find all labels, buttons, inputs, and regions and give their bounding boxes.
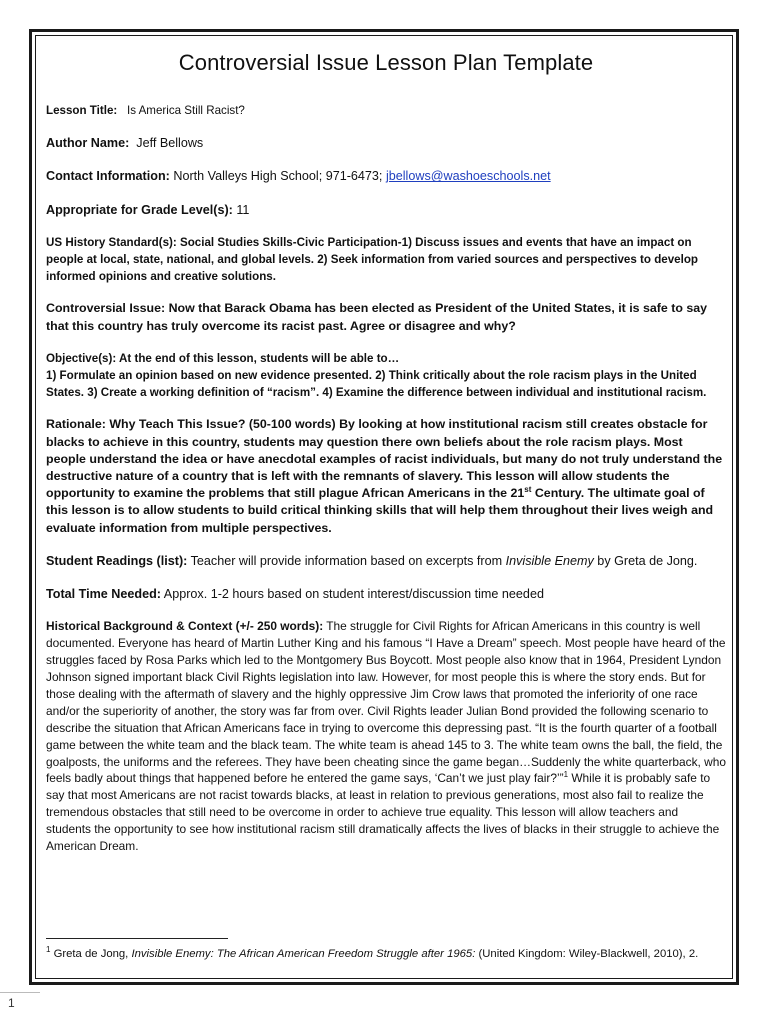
lesson-title-line: [46, 102, 726, 119]
footnote-rest: (United Kingdom: Wiley-Blackwell, 2010), 2.: [475, 948, 699, 960]
footnote-separator: [46, 938, 228, 939]
rationale-paragraph: [46, 416, 726, 536]
document-body: [46, 50, 726, 855]
background-paragraph: [46, 618, 726, 855]
lesson-title-value: Is America Still Racist?: [126, 104, 245, 117]
contact-line: [46, 168, 726, 185]
rationale-superscript: st: [524, 485, 532, 495]
footnote-reference: 1: [563, 770, 569, 780]
grade-value: 11: [236, 202, 250, 217]
email-link[interactable]: jbellows@washoeschools.net: [385, 169, 551, 184]
page-number-rule: [0, 992, 40, 993]
author-value: Jeff Bellows: [136, 136, 204, 151]
objectives-intro: Objective(s): At the end of this lesson, students will be able to…: [46, 351, 400, 365]
rationale-text-2: Century. The ultimate goal of this lesson is to allow students to build critical thinking skills that will help them throughout their lives weigh and evaluate information from multiple perspectives.: [46, 486, 714, 535]
controversial-issue-paragraph: Controversial Issue: Now that Barack Obama has been elected as President of the United States, it is safe to say that this country has truly overcome its racist past. Agree or disagree and why?: [46, 301, 708, 333]
readings-book: Invisible Enemy: [505, 553, 594, 568]
readings-author: by Greta de Jong.: [593, 553, 698, 568]
readings-text: Teacher will provide information based on excerpts from: [187, 553, 506, 568]
time-line: [46, 586, 726, 603]
document-title: Controversial Issue Lesson Plan Template: [178, 50, 594, 75]
contact-label: Contact Information:: [46, 169, 170, 184]
footnote-author: Greta de Jong,: [50, 948, 132, 960]
lesson-title-label: Lesson Title:: [46, 104, 118, 117]
contact-value: North Valleys High School; 971-6473;: [173, 169, 386, 184]
grade-label: Appropriate for Grade Level(s):: [46, 202, 233, 217]
author-label: Author Name:: [46, 136, 130, 151]
footnote-mark: 1: [46, 945, 51, 955]
footnote-title: Invisible Enemy: The African American Freedom Struggle after 1965:: [131, 948, 476, 960]
background-text-2: While it is probably safe to say that most Americans are not racist towards blacks, at least in relation to previous generations, most also fail to realize the tremendous obstacles that still need to be overcome in order to achieve true equality. This lesson will allow teachers and students the opportunity to see how institutional racism still dramatically affects the lives of blacks in their struggle to achieve the American Dream.: [46, 771, 720, 854]
rationale-text-1: Rationale: Why Teach This Issue? (50-100 words) By looking at how institutional racism still creates obstacle for blacks to achieve in this country, students may question there own beliefs about the role racism plays. Most people understand the idea or have anecdotal examples of racist individuals, but many do not truly understand the destructive nature of a country that is left with the remnants of slavery. This lesson will allow students the opportunity to examine the problems that still plague African Americans in the 21: [46, 417, 723, 501]
author-line: [46, 135, 726, 152]
background-text-1: The struggle for Civil Rights for African Americans in this country is well documented. Everyone has heard of Martin Luther King and his famous “I Have a Dream” speech. Most people have heard of the struggles faced by Rosa Parks which led to the Montgomery Bus Boycott. Most people also know that in 1964, President Lyndon Johnson signed important black Civil Rights legislation into law. However, for most people this is where the story ends. But for those dealing with the aftermath of slavery and the highly oppressive Jim Crow laws that promoted the inferiority of one race and/or the superiority of another, the story was far from over. Civil Rights leader Julian Bond provided the following scenario to describe the situation that African Americans face in trying to overcome this depressing past. “It is the fourth quarter of a football game between the white team and the black team. The white team is ahead 145 to 3. The white team owns the ball, the field, the goalposts, the uniforms and the referees. They have been cheating since the game began…Suddenly the white quarterback, who feels badly about things that happened before he entered the game says, ‘Can’t we just play fair?’”: [46, 619, 726, 786]
readings-line: [46, 553, 726, 570]
time-value: Approx. 1-2 hours based on student interest/discussion time needed: [161, 587, 544, 602]
page-number: 1: [8, 996, 15, 1010]
objectives-list: 1) Formulate an opinion based on new evidence presented. 2) Think critically about the role racism plays in the United States. 3) Create a working definition of “racism”. 4) Examine the difference between individual and institutional racism.: [46, 369, 707, 400]
readings-label: Student Readings (list):: [46, 553, 188, 568]
standards-paragraph: US History Standard(s): Social Studies Skills-Civic Participation-1) Discuss issues and events that have an impact on people at local, state, national, and global levels. 2) Seek information from varied sources and perspectives to develop informed opinions and creative solutions.: [46, 235, 699, 284]
footnote: [46, 947, 726, 962]
background-label: Historical Background & Context (+/- 250 words):: [46, 619, 324, 634]
time-label: Total Time Needed:: [46, 587, 161, 602]
grade-line: [46, 202, 726, 219]
